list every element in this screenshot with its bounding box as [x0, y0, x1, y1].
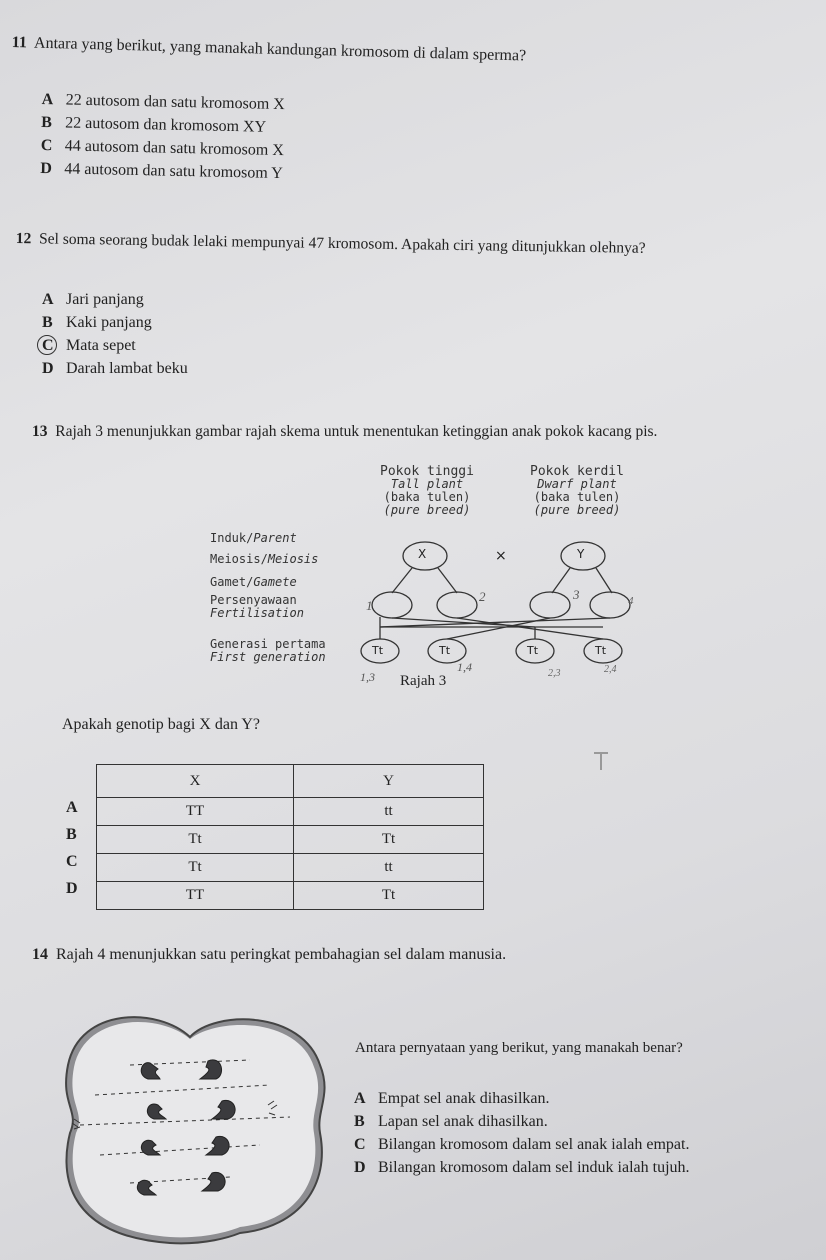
- label-en: Fertilisation: [210, 606, 304, 620]
- row-letter-c: C: [66, 853, 78, 870]
- cell-x: Tt: [97, 826, 294, 854]
- q14-question: Antara pernyataan yang berikut, yang manakah benar?: [355, 1040, 683, 1056]
- q13-stem: Rajah 3 menunjukkan gambar rajah skema untuk menentukan ketinggian anak pokok kacang pis.: [55, 423, 658, 440]
- q14-stem-row: [32, 946, 506, 964]
- q13-stem-row: [32, 423, 657, 441]
- q14-number: 14: [32, 946, 48, 963]
- q11-stem: Antara yang berikut, yang manakah kandungan kromosom di dalam sperma?: [33, 34, 527, 65]
- q12-number: 12: [15, 230, 32, 248]
- dwarf-plant-en: Dwarf plant: [537, 477, 617, 491]
- row-letter-b: B: [66, 826, 77, 843]
- pencil-note: 1,3: [360, 670, 375, 684]
- pencil-note: 1,4: [457, 660, 472, 674]
- option-letter: D: [40, 159, 53, 178]
- label-ms: Persenyawaan: [210, 593, 297, 607]
- option-letter: B: [41, 113, 53, 132]
- option-letter: D: [42, 360, 54, 377]
- pencil-note: 3: [573, 587, 580, 602]
- option-letter: B: [354, 1113, 365, 1130]
- q14-option-d[interactable]: [354, 1156, 690, 1179]
- dwarf-plant-heading: [512, 465, 642, 517]
- label-ms: Meiosis: [210, 552, 261, 566]
- cell-y: tt: [294, 798, 484, 826]
- option-text: Lapan sel anak dihasilkan.: [378, 1113, 548, 1130]
- q12-option-a[interactable]: [42, 288, 188, 311]
- offspring-label-4: Tt: [595, 644, 607, 657]
- cell-y: tt: [294, 854, 484, 882]
- label-en: Parent: [253, 531, 297, 545]
- table-row[interactable]: [97, 826, 484, 854]
- label-ms: Generasi pertama: [210, 637, 326, 651]
- dwarf-plant-ms: Pokok kerdil: [530, 464, 624, 479]
- row-label-fertilisation: [210, 594, 304, 620]
- header-x: X: [97, 765, 294, 798]
- pencil-tick-mark-stem: [600, 752, 602, 770]
- option-letter: A: [42, 291, 54, 308]
- row-label-parent: Induk/Parent: [210, 531, 297, 545]
- q12-options: [42, 288, 188, 380]
- label-en: Meiosis: [267, 552, 319, 566]
- answer-circle-mark: [37, 335, 57, 355]
- q14-stem: Rajah 4 menunjukkan satu peringkat pembahagian sel dalam manusia.: [56, 946, 507, 963]
- option-text: Mata sepet: [66, 337, 136, 354]
- offspring-label-3: Tt: [527, 644, 539, 657]
- cell-x: TT: [97, 798, 294, 826]
- q13-number: 13: [32, 423, 48, 440]
- table-row[interactable]: [97, 882, 484, 910]
- q14-options: [354, 1087, 690, 1179]
- gamete-4: [590, 592, 630, 618]
- cell-division-diagram: [40, 1005, 340, 1250]
- q12-stem: Sel soma seorang budak lelaki mempunyai 47 kromosom. Apakah ciri yang ditunjukkan olehnya?: [38, 230, 646, 257]
- option-text: Jari panjang: [66, 291, 144, 308]
- q14-option-b[interactable]: [354, 1110, 690, 1133]
- pencil-note: 4: [628, 595, 634, 607]
- tall-plant-en: Tall plant: [390, 477, 464, 491]
- q12-stem-row: [16, 230, 646, 258]
- tall-plant-ms: Pokok tinggi: [380, 464, 474, 479]
- q11-stem-row: [12, 34, 527, 65]
- label-ms: Induk: [210, 531, 247, 545]
- option-letter: A: [41, 90, 54, 109]
- option-text: Kaki panjang: [66, 314, 152, 331]
- answer-table: [96, 764, 484, 910]
- row-label-meiosis: Meiosis/Meiosis: [210, 552, 319, 566]
- gamete-1: [372, 592, 412, 618]
- table-row[interactable]: [97, 798, 484, 826]
- q12-option-d[interactable]: [42, 357, 188, 380]
- row-letter-a: A: [66, 799, 78, 816]
- q14-option-a[interactable]: [354, 1087, 690, 1110]
- option-letter: C: [42, 337, 54, 354]
- parent-y-label: Y: [577, 547, 585, 561]
- cell-x: Tt: [97, 854, 294, 882]
- tall-plant-heading: [362, 465, 492, 517]
- row-label-gamete: Gamet/Gamete: [210, 575, 297, 589]
- label-ms: Gamet: [210, 575, 247, 589]
- option-letter: B: [42, 314, 53, 331]
- q11-number: 11: [11, 34, 28, 52]
- parent-x-label: X: [418, 547, 427, 561]
- q14-option-c[interactable]: [354, 1133, 690, 1156]
- pencil-note: 1: [366, 598, 373, 613]
- offspring-label-2: Tt: [439, 644, 451, 657]
- q11-options: [40, 88, 285, 185]
- dwarf-pure-ms: (baka tulen): [533, 490, 621, 504]
- gamete-3: [530, 592, 570, 618]
- q13-question: Apakah genotip bagi X dan Y?: [62, 716, 261, 733]
- option-text: 22 autosom dan satu kromosom X: [65, 91, 285, 114]
- cell-y: Tt: [294, 882, 484, 910]
- option-letter: D: [354, 1159, 366, 1176]
- q11-option-d[interactable]: [40, 157, 284, 185]
- option-letter: A: [354, 1090, 366, 1107]
- dwarf-pure-en: (pure breed): [533, 503, 621, 517]
- pencil-note: 2,3: [548, 668, 561, 679]
- cell-y: Tt: [294, 826, 484, 854]
- row-label-first-generation: [210, 638, 326, 664]
- gamete-2: [437, 592, 477, 618]
- tall-pure-en: (pure breed): [383, 503, 471, 517]
- cell-x: TT: [97, 882, 294, 910]
- option-text: 44 autosom dan satu kromosom X: [64, 137, 285, 160]
- option-text: Bilangan kromosom dalam sel induk ialah tujuh.: [378, 1159, 690, 1176]
- option-letter: C: [40, 136, 53, 155]
- offspring-label-1: Tt: [372, 644, 384, 657]
- figure-caption: Rajah 3: [400, 673, 447, 689]
- tall-pure-ms: (baka tulen): [383, 490, 471, 504]
- label-en: First generation: [210, 650, 326, 664]
- option-text: Darah lambat beku: [66, 360, 188, 377]
- table-row[interactable]: [97, 854, 484, 882]
- q12-option-b[interactable]: [42, 311, 188, 334]
- option-text: 22 autosom dan kromosom XY: [65, 114, 267, 136]
- label-en: Gamete: [253, 575, 297, 589]
- option-text: Empat sel anak dihasilkan.: [378, 1090, 550, 1107]
- q12-option-c[interactable]: [42, 334, 188, 357]
- header-y: Y: [294, 765, 484, 798]
- option-text: Bilangan kromosom dalam sel anak ialah empat.: [378, 1136, 690, 1153]
- table-header-row: [97, 765, 484, 798]
- option-letter: C: [354, 1136, 366, 1153]
- pencil-note: 2: [479, 589, 486, 604]
- row-letter-d: D: [66, 880, 78, 897]
- option-text: 44 autosom dan satu kromosom Y: [64, 160, 283, 183]
- cross-symbol: ×: [495, 548, 507, 564]
- pencil-note: 2,4: [604, 664, 617, 675]
